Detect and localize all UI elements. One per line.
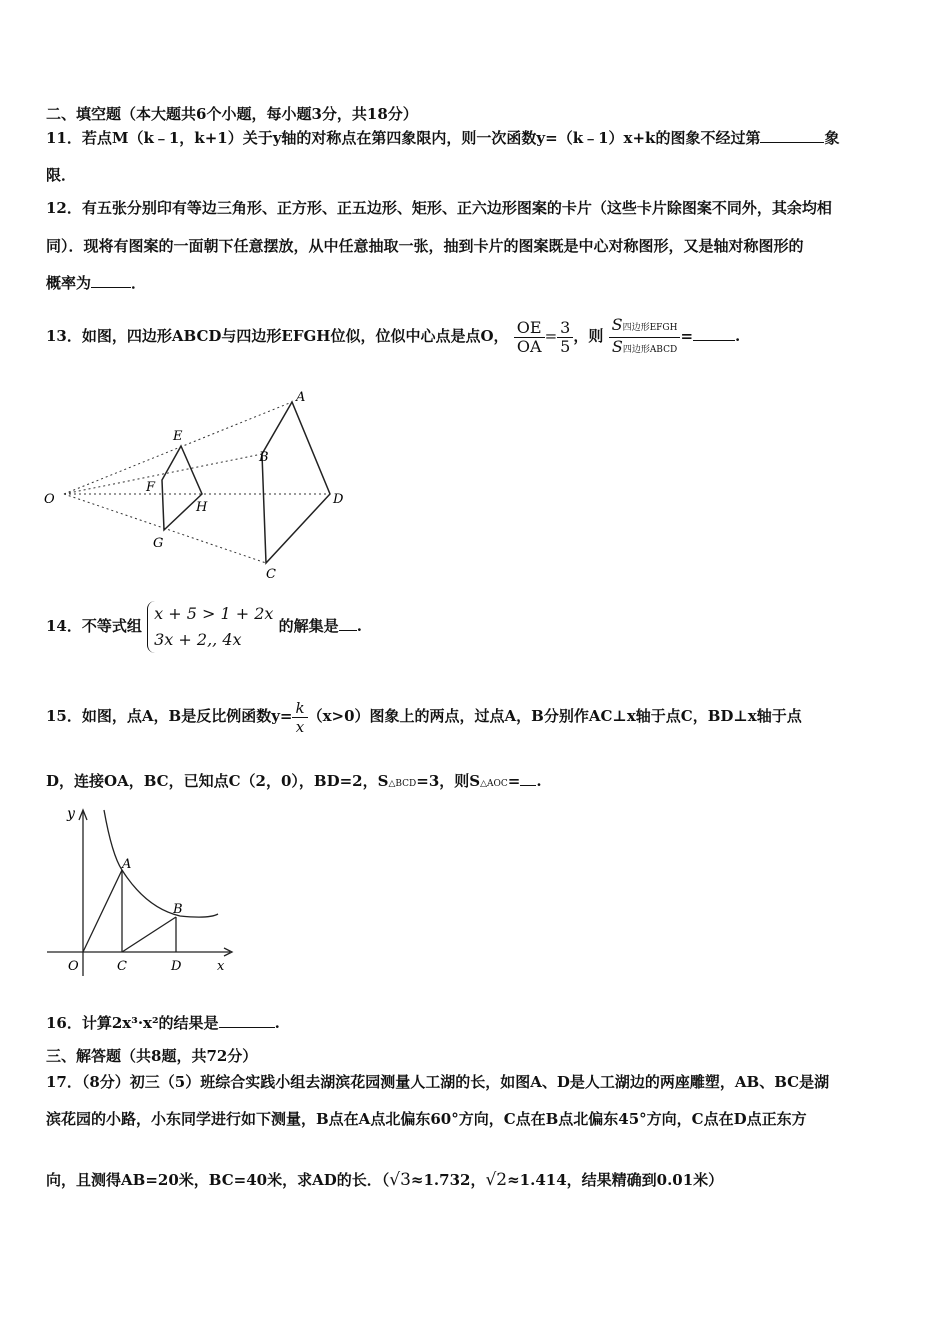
fig13-label-o: O — [44, 492, 55, 507]
q16-text: 16．计算2x³·x²的结果是 — [46, 1014, 219, 1032]
q13-end: . — [735, 327, 741, 345]
fig13-label-f: F — [146, 480, 156, 495]
fig13-label-h: H — [196, 500, 208, 515]
fig13-label-g: G — [153, 536, 164, 551]
figure-15-inverse-function — [44, 800, 244, 982]
q16-end: . — [274, 1014, 280, 1032]
question-17-line-2: 滨花园的小路，小东同学进行如下测量，B点在A点北偏东60°方向，C点在B点北偏东45°方向，C点在D点正东方 — [46, 1110, 807, 1128]
q13-s-top-sub: 四边形EFGH — [622, 322, 678, 333]
q13-s-top: S — [611, 314, 623, 334]
q17-text-c: ≈1.414，结果精确到0.01米） — [507, 1171, 724, 1189]
q15-frac-num: k — [292, 699, 307, 718]
fig15-label-d: D — [171, 959, 182, 974]
q17-text-a: 向，且测得AB=20米，BC=40米，求AD的长．（ — [46, 1171, 390, 1189]
fig15-label-x: x — [217, 959, 225, 974]
q14-inequality-1: x + 5 > 1 + 2x — [154, 604, 274, 623]
question-11-line-2: 限． — [46, 166, 77, 184]
question-12-line-2: 同）．现将有图案的一面朝下任意摆放，从中任意抽取一张，抽到卡片的图案既是中心对称图形，又是轴对称图形的 — [46, 237, 804, 255]
fig13-label-c: C — [266, 567, 276, 582]
q13-value-numerator: 3 — [557, 319, 573, 338]
fig13-label-a: A — [296, 390, 306, 405]
q14-inequality-system — [147, 601, 273, 653]
q14-end: . — [356, 617, 362, 635]
q13-ratio-value — [557, 319, 573, 356]
q15-frac-den: x — [295, 717, 305, 736]
fig15-label-o: O — [68, 959, 79, 974]
q12-end: ． — [131, 274, 147, 292]
q15-text-e: = — [507, 772, 521, 790]
q12-text: 概率为 — [46, 274, 92, 292]
fig13-label-d: D — [333, 492, 344, 507]
q11-text: 11．若点M（k﹣1，k+1）关于y轴的对称点在第四象限内，则一次函数y=（k﹣1）x+k的图象不经过第 — [46, 129, 761, 147]
question-17-line-1: 17．（8分）初三（5）班综合实践小组去湖滨花园测量人工湖的长，如图A、D是人工湖边的两座雕塑，AB、BC是湖 — [46, 1073, 830, 1091]
q13-area-numerator — [609, 316, 681, 338]
q15-sub-bcd: △BCD — [388, 779, 417, 789]
q13-text: 13．如图，四边形ABCD与四边形EFGH位似，位似中心点是点O， — [46, 327, 509, 345]
question-12-line-1: 12．有五张分别印有等边三角形、正方形、正五边形、矩形、正六边形图案的卡片（这些卡片除图案不同外，其余均相 — [46, 199, 832, 217]
fig15-label-b: B — [173, 902, 183, 917]
figure-13-homothety — [40, 385, 350, 590]
q15-text-c: D，连接OA，BC，已知点C（2，0），BD=2，S — [46, 772, 389, 790]
fig13-label-e: E — [173, 429, 183, 444]
q14-answer-blank[interactable] — [339, 616, 357, 631]
q14-prefix: 14．不等式组 — [46, 617, 142, 635]
section-3-heading: 三、解答题（共8题，共72分） — [46, 1047, 258, 1065]
q14-suffix: 的解集是 — [278, 617, 339, 635]
q13-equal-sign: = — [544, 327, 558, 345]
fig15-label-a: A — [122, 857, 132, 872]
q11-answer-blank[interactable] — [760, 128, 824, 143]
question-12-line-3 — [46, 273, 146, 293]
q15-k-over-x — [292, 699, 307, 736]
fig13-label-b: B — [259, 450, 269, 465]
q15-sub-aoc: △AOC — [480, 779, 508, 789]
fig15-label-c: C — [117, 959, 127, 974]
question-14 — [46, 596, 362, 656]
section-2-heading: 二、填空题（本大题共6个小题，每小题3分，共18分） — [46, 105, 418, 123]
q13-equals: = — [680, 327, 694, 345]
q16-answer-blank[interactable] — [219, 1013, 275, 1028]
q17-text-b: ≈1.732， — [410, 1171, 486, 1189]
q13-s-bot: S — [611, 336, 623, 356]
q13-ratio-numerator: OE — [514, 319, 545, 338]
question-15-line-1 — [46, 684, 802, 748]
question-16 — [46, 1013, 280, 1033]
fig15-segment-oa — [83, 870, 122, 952]
question-13 — [46, 306, 740, 366]
q17-sqrt-2: √2 — [485, 1170, 508, 1190]
q13-answer-blank[interactable] — [693, 326, 735, 341]
q13-area-ratio — [609, 316, 681, 359]
q14-inequality-2: 3x + 2,, 4x — [154, 630, 242, 649]
q17-sqrt-3: √3 — [389, 1170, 411, 1190]
fig15-label-y: y — [67, 806, 75, 822]
q13-value-denominator: 5 — [560, 336, 571, 356]
q12-answer-blank[interactable] — [91, 273, 131, 288]
q15-answer-blank[interactable] — [520, 771, 536, 786]
q13-ratio-oe-oa — [514, 319, 545, 356]
q13-ratio-denominator: OA — [516, 336, 542, 356]
question-17-line-3 — [46, 1170, 723, 1190]
q13-s-bot-sub: 四边形ABCD — [622, 344, 678, 355]
q15-end: . — [536, 772, 542, 790]
q15-text-d: =3，则S — [416, 772, 481, 790]
q15-text-b: （x>0）图象上的两点，过点A，B分别作AC⊥x轴于点C，BD⊥x轴于点 — [307, 707, 802, 725]
q15-text-a: 15．如图，点A，B是反比例函数y= — [46, 707, 293, 725]
q13-area-denominator — [609, 338, 681, 359]
fig15-segment-bc — [122, 917, 176, 952]
question-15-line-2 — [46, 771, 542, 794]
q11-text-end: 象 — [824, 129, 840, 147]
q13-then: ，则 — [573, 327, 604, 345]
question-11-line-1 — [46, 128, 839, 148]
